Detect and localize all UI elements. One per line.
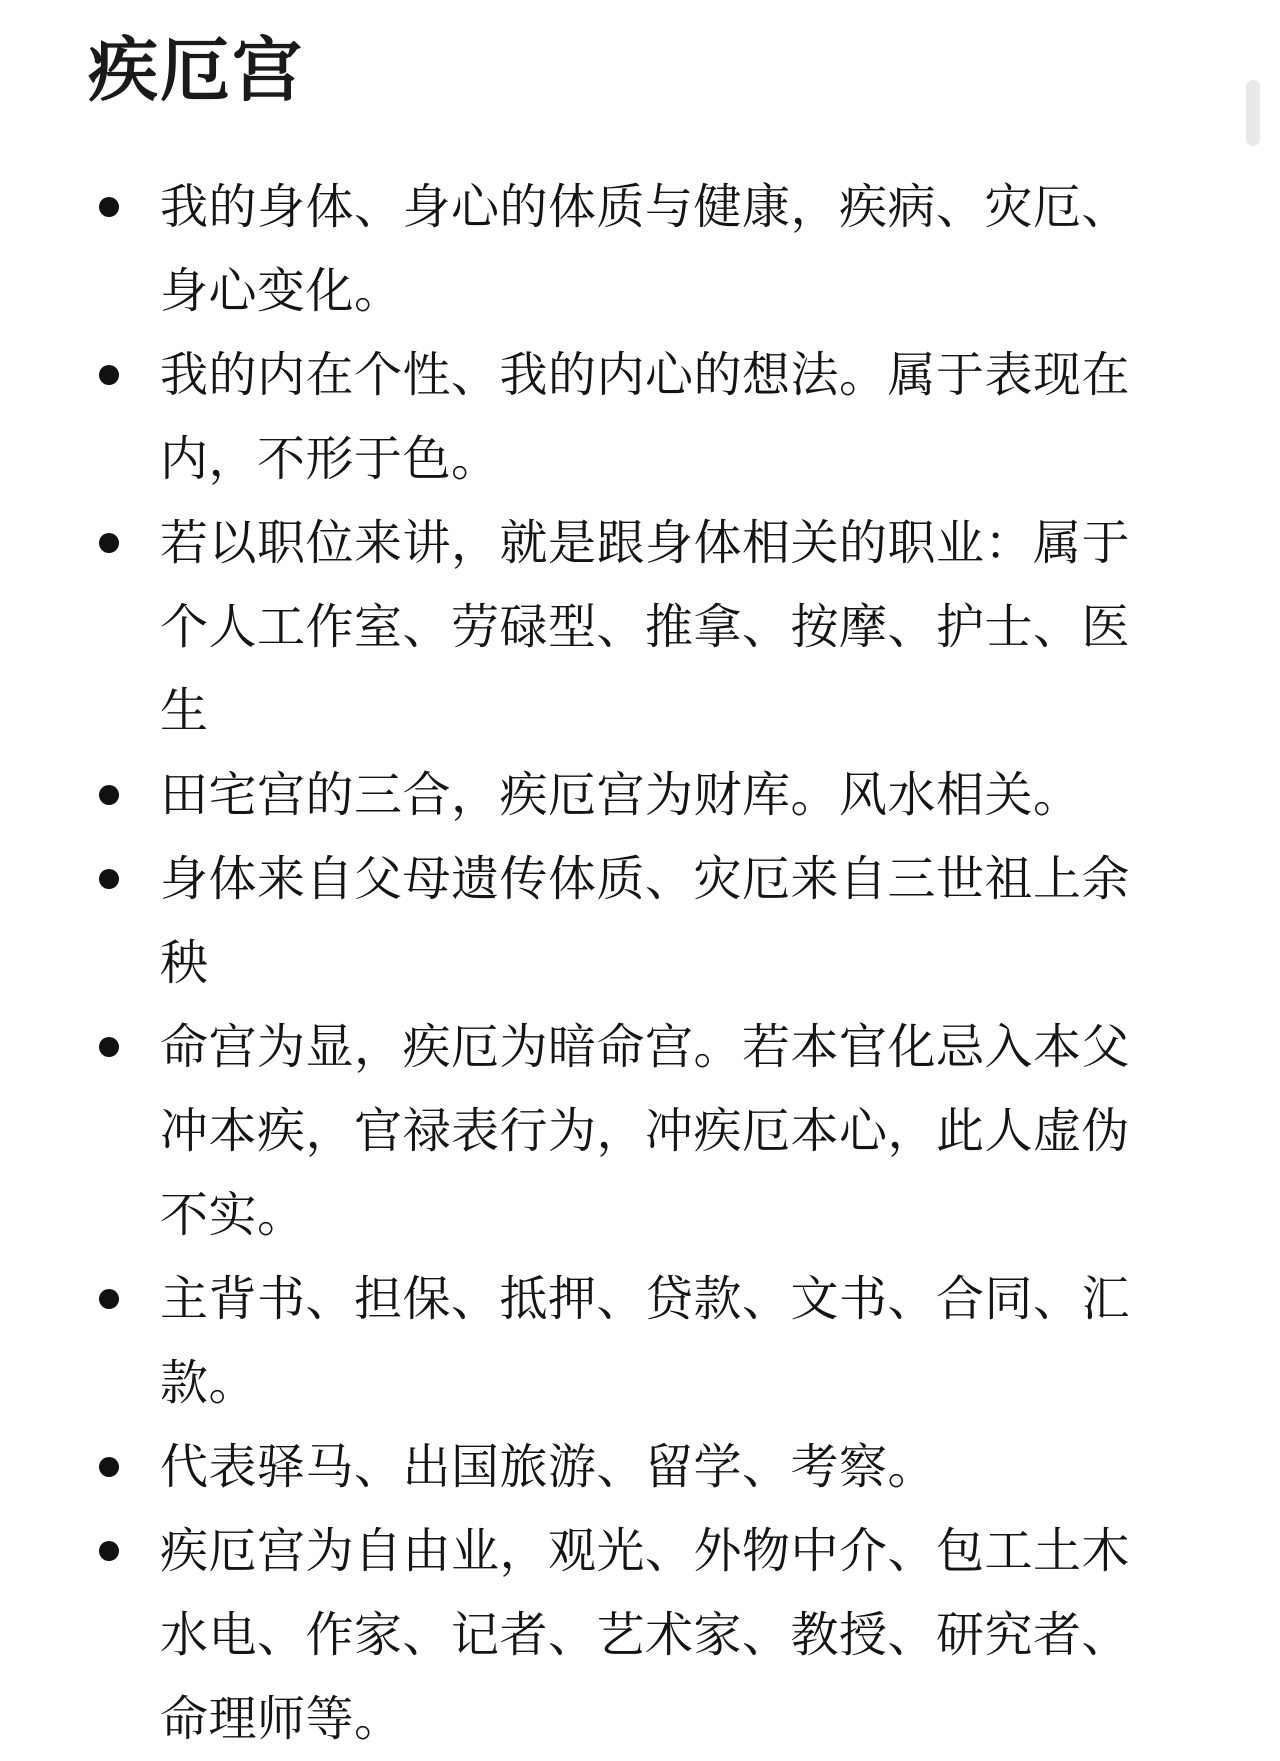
bullet-dot-icon <box>99 365 119 385</box>
list-item-text: 我的身体、身心的体质与健康，疾病、灾厄、身心变化。 <box>160 179 1131 319</box>
page-title: 疾厄宫 <box>88 29 304 111</box>
list-item <box>0 165 1280 333</box>
list-item-text: 主背书、担保、抵押、贷款、文书、合同、汇款。 <box>160 1271 1131 1411</box>
list-item <box>0 1509 1280 1761</box>
list-item <box>0 333 1280 501</box>
bullet-dot-icon <box>99 869 119 889</box>
bullet-dot-icon <box>99 197 119 217</box>
list-item-text: 田宅宫的三合，疾厄宫为财库。风水相关。 <box>160 767 1082 823</box>
bullet-list <box>0 165 1280 1761</box>
list-item <box>0 1257 1280 1425</box>
bullet-dot-icon <box>99 1541 119 1561</box>
list-item <box>0 501 1280 753</box>
list-item-text: 我的内在个性、我的内心的想法。属于表现在内，不形于色。 <box>160 347 1131 487</box>
list-item-text: 代表驿马、出国旅游、留学、考察。 <box>160 1439 937 1495</box>
bullet-dot-icon <box>99 533 119 553</box>
list-item-text: 身体来自父母遗传体质、灾厄来自三世祖上余秧 <box>160 851 1131 991</box>
list-item-text: 命宫为显，疾厄为暗命宫。若本官化忌入本父冲本疾，官禄表行为，冲疾厄本心，此人虚伪不实。 <box>160 1019 1131 1243</box>
bullet-dot-icon <box>99 785 119 805</box>
bullet-dot-icon <box>99 1457 119 1477</box>
list-item <box>0 837 1280 1005</box>
list-item <box>0 1005 1280 1257</box>
scrollbar-thumb[interactable] <box>1246 80 1260 146</box>
list-item-text: 若以职位来讲，就是跟身体相关的职业：属于个人工作室、劳碌型、推拿、按摩、护士、医生 <box>160 515 1131 739</box>
bullet-dot-icon <box>99 1289 119 1309</box>
list-item <box>0 1425 1280 1509</box>
list-item-text: 疾厄宫为自由业，观光、外物中介、包工土木水电、作家、记者、艺术家、教授、研究者、命理师等。 <box>160 1523 1131 1747</box>
list-item <box>0 753 1280 837</box>
bullet-dot-icon <box>99 1037 119 1057</box>
